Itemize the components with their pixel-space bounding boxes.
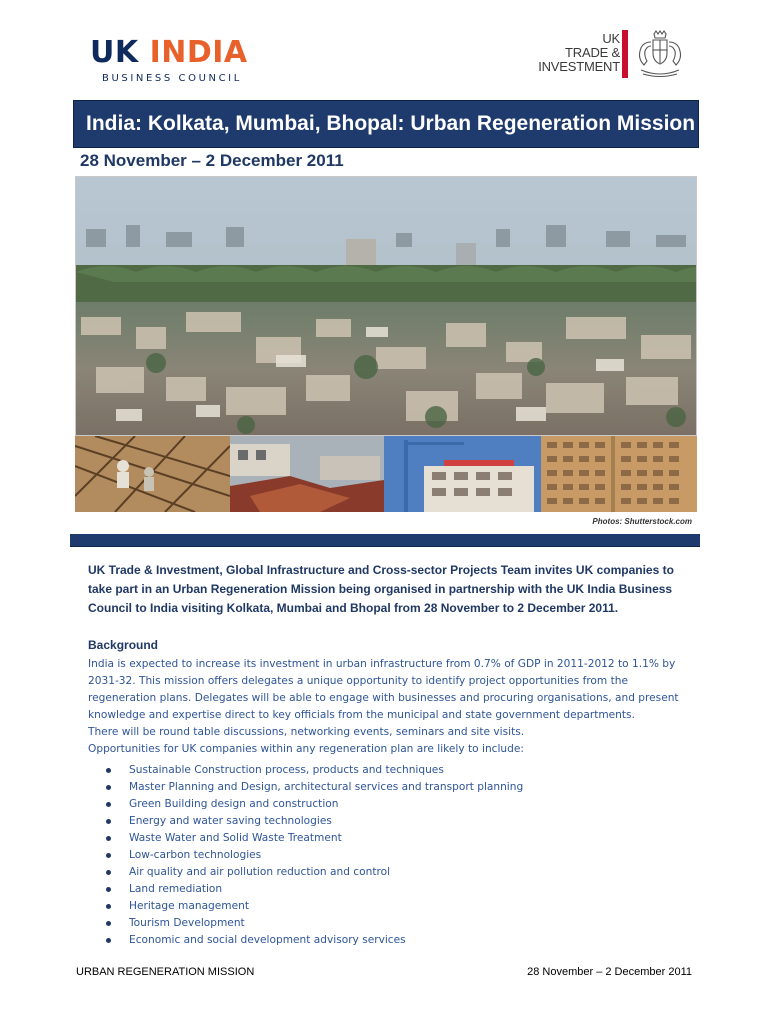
opportunities-list — [106, 762, 686, 949]
ukti-line-investment: INVESTMENT — [538, 59, 620, 74]
list-item-label: Energy and water saving technologies — [129, 815, 332, 827]
section-divider — [70, 534, 700, 547]
background-section — [88, 656, 688, 758]
ukti-wordmark — [538, 32, 620, 74]
bullet-icon — [106, 819, 111, 824]
list-item-label: Heritage management — [129, 900, 250, 912]
ukti-red-bar — [622, 30, 628, 78]
kolkata-cityscape-photo — [75, 176, 697, 436]
list-item-label: Air quality and air pollution reduction and control — [129, 866, 391, 878]
photo-credit: Photos: Shutterstock.com — [592, 517, 692, 526]
construction-photo-strip — [75, 436, 697, 512]
footer-dates: 28 November – 2 December 2011 — [527, 966, 692, 978]
bullet-icon — [106, 768, 111, 773]
bullet-icon — [106, 904, 111, 909]
list-item — [106, 881, 686, 898]
demolition-photo — [230, 436, 384, 512]
list-item — [106, 796, 686, 813]
list-item — [106, 915, 686, 932]
list-item-label: Low-carbon technologies — [129, 849, 262, 861]
page-title: India: Kolkata, Mumbai, Bhopal: Urban Regeneration Mission — [86, 112, 696, 135]
ukti-line-trade: TRADE & — [565, 45, 620, 60]
list-item-label: Master Planning and Design, architectural services and transport planning — [129, 781, 524, 793]
list-item-label: Tourism Development — [129, 917, 245, 929]
background-heading: Background — [88, 638, 159, 652]
background-paragraph-2: There will be round table discussions, networking events, seminars and site visits. — [88, 726, 525, 738]
uk-india-business-council-logo — [90, 35, 248, 84]
bullet-icon — [106, 853, 111, 858]
bullet-icon — [106, 836, 111, 841]
intro-paragraph: UK Trade & Investment, Global Infrastructure and Cross-sector Projects Team invites UK companies to take part in an Urban Regeneration Mission being organised in partnership with the UK India Business Council to India visiting Kolkata, Mumbai and Bhopal from 28 November to 2 December 2011. — [88, 563, 674, 615]
list-item — [106, 864, 686, 881]
list-item-label: Economic and social development advisory services — [129, 934, 406, 946]
background-paragraph: India is expected to increase its investment in urban infrastructure from 0.7% of GDP in 2011-2012 to 1.1% by 2031-32. This mission offers delegates a unique opportunity to identify project opportunities from the regeneration plans. Delegates will be able to engage with businesses and procuring organisations, and present knowledge and expertise direct to key officials from the municipal and state government departments. — [88, 658, 679, 721]
bullet-icon — [106, 887, 111, 892]
mission-dates: 28 November – 2 December 2011 — [80, 151, 344, 170]
bullet-icon — [106, 870, 111, 875]
list-item — [106, 762, 686, 779]
list-item-label: Green Building design and construction — [129, 798, 339, 810]
opportunities-intro: Opportunities for UK companies within any regeneration plan are likely to include: — [88, 743, 524, 755]
list-item — [106, 779, 686, 796]
ukti-line-uk: UK — [602, 31, 620, 46]
crane-construction-photo — [384, 436, 541, 512]
ukibc-wordmark-uk: UK — [90, 35, 139, 70]
royal-crest-icon — [633, 30, 687, 78]
list-item — [106, 898, 686, 915]
bullet-icon — [106, 921, 111, 926]
uk-trade-investment-logo — [530, 30, 690, 80]
ukibc-subtitle: BUSINESS COUNCIL — [102, 73, 242, 84]
list-item — [106, 830, 686, 847]
list-item-label: Waste Water and Solid Waste Treatment — [129, 832, 342, 844]
bullet-icon — [106, 938, 111, 943]
ukibc-wordmark — [90, 35, 248, 70]
list-item-label: Land remediation — [129, 883, 223, 895]
list-item-label: Sustainable Construction process, products and techniques — [129, 764, 444, 776]
bullet-icon — [106, 785, 111, 790]
apartment-block-photo — [541, 436, 697, 512]
list-item — [106, 813, 686, 830]
ukibc-wordmark-india: INDIA — [149, 35, 248, 70]
list-item — [106, 932, 686, 949]
list-item — [106, 847, 686, 864]
rebar-workers-photo — [75, 436, 230, 512]
title-banner — [73, 100, 699, 148]
bullet-icon — [106, 802, 111, 807]
footer-mission-name: URBAN REGENERATION MISSION — [76, 966, 255, 978]
